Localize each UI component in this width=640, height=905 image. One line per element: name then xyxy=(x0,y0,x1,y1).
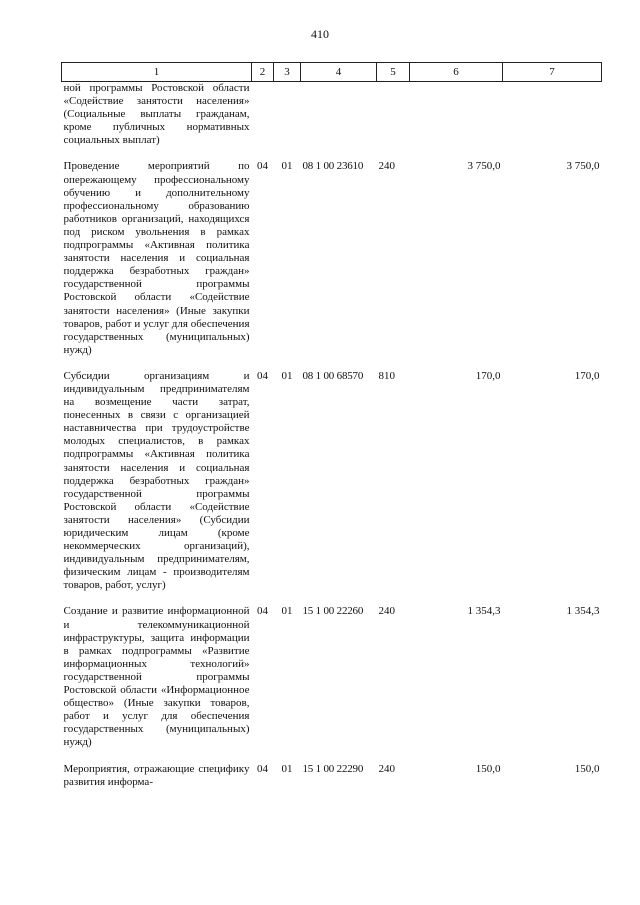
column-header-7: 7 xyxy=(503,63,602,82)
column-header-3: 3 xyxy=(274,63,301,82)
table-row xyxy=(62,605,602,749)
cell-subsection: 01 xyxy=(281,762,293,775)
row-spacer xyxy=(62,750,602,763)
row-description: Мероприятия, отражающие специфику развития информа- xyxy=(63,762,250,788)
column-header-5: 5 xyxy=(377,63,410,82)
row-description: Проведение мероприятий по опережающему профессиональному обучению и дополнительному профессиональному образованию работников организаций, находящихся под риском увольнения в рамках подпрограммы «Активная политика занятости населения и социальная поддержка безработных граждан» государственной программы Ростовской области «Содействие занятости населения» (Иные закупки товаров, работ и услуг для обеспечения государственных (муниципальных) нужд) xyxy=(63,160,250,356)
cell-section: 04 xyxy=(257,369,268,382)
column-header-2: 2 xyxy=(252,63,274,82)
table-row xyxy=(62,82,602,148)
cell-subsection: 01 xyxy=(281,605,293,618)
cell-target-article xyxy=(301,82,377,148)
cell-target-article: 15 1 00 22260 xyxy=(302,605,364,618)
column-header-4: 4 xyxy=(301,63,377,82)
cell-section xyxy=(252,82,274,148)
cell-expense-type: 810 xyxy=(378,369,395,382)
cell-amount-1 xyxy=(410,82,503,148)
cell-section: 04 xyxy=(257,160,268,173)
cell-expense-type: 240 xyxy=(378,605,395,618)
cell-amount-1: 1 354,3 xyxy=(467,605,501,618)
table-row xyxy=(62,370,602,593)
row-spacer xyxy=(62,147,602,160)
cell-expense-type: 240 xyxy=(378,762,395,775)
row-spacer xyxy=(62,357,602,370)
cell-amount-2: 3 750,0 xyxy=(566,160,600,173)
cell-target-article: 08 1 00 23610 xyxy=(302,160,364,173)
row-description: Создание и развитие информационной и телекоммуникационной инфраструктуры, защита информации в рамках подпрограммы «Развитие информационных технологий» государственной программы Ростовской области «Информационное общество» (Иные закупки товаров, работ и услуг для обеспечения государственных (муниципальных) нужд) xyxy=(63,605,250,749)
row-description: ной программы Ростовской области «Содействие занятости населения» (Социальные выплаты гражданам, кроме публичных нормативных социальных выплат) xyxy=(63,82,250,147)
page-number: 410 xyxy=(311,27,329,41)
cell-target-article: 08 1 00 68570 xyxy=(302,369,364,382)
cell-amount-1: 170,0 xyxy=(475,369,501,382)
cell-amount-1: 3 750,0 xyxy=(467,160,501,173)
cell-subsection: 01 xyxy=(281,369,293,382)
column-header-6: 6 xyxy=(410,63,503,82)
row-description: Субсидии организациям и индивидуальным предпринимателям на возмещение части затрат, понесенных в связи с организацией наставничества при трудоустройстве молодых специалистов, в рамках подпрограммы «Активная политика занятости населения и социальная поддержка безработных граждан» государственной программы Ростовской области «Содействие занятости населения» (Субсидии юридическим лицам (кроме некоммерческих организаций), индивидуальным предпринимателям, физическим лицам - производителям товаров, работ, услуг) xyxy=(63,369,250,592)
table-header-row xyxy=(62,63,602,82)
column-header-1: 1 xyxy=(62,63,252,82)
cell-amount-2 xyxy=(503,82,602,148)
cell-section: 04 xyxy=(257,605,268,618)
cell-amount-2: 150,0 xyxy=(574,762,600,775)
cell-target-article: 15 1 00 22290 xyxy=(302,762,364,775)
cell-subsection: 01 xyxy=(281,160,293,173)
cell-amount-2: 170,0 xyxy=(574,369,600,382)
table-row xyxy=(62,160,602,356)
cell-section: 04 xyxy=(257,762,268,775)
cell-expense-type xyxy=(377,82,410,148)
budget-table xyxy=(61,62,602,789)
table-row xyxy=(62,763,602,789)
cell-expense-type: 240 xyxy=(378,160,395,173)
cell-subsection xyxy=(274,82,301,148)
cell-amount-1: 150,0 xyxy=(475,762,501,775)
cell-amount-2: 1 354,3 xyxy=(566,605,600,618)
row-spacer xyxy=(62,592,602,605)
